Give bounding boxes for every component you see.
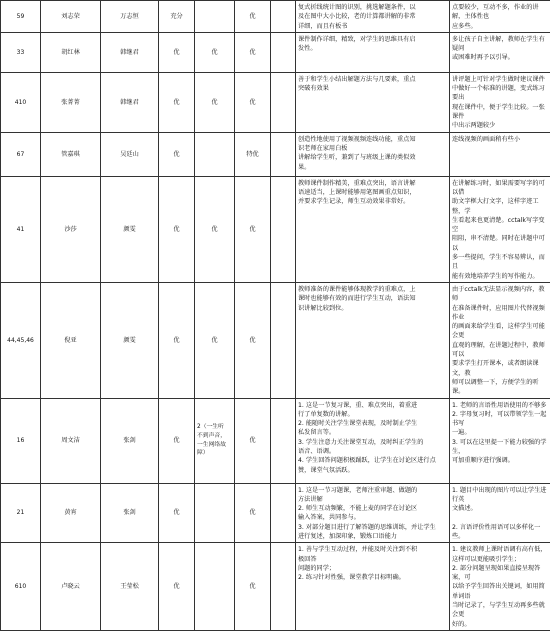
rating-cell: 优 bbox=[235, 398, 271, 483]
rating-cell bbox=[271, 483, 296, 543]
rating-cell bbox=[271, 72, 296, 132]
rating-cell: 优 bbox=[159, 72, 195, 132]
evaluator-name: 倪亚 bbox=[41, 282, 101, 398]
rating-cell: 优 bbox=[235, 282, 271, 398]
suggestion-cell: 点要较少，互动不多，作业的讲解，主体性也 应多些。 bbox=[450, 1, 550, 33]
rating-cell: 优 bbox=[235, 543, 271, 631]
table-row bbox=[1, 132, 550, 176]
table-row bbox=[1, 1, 550, 33]
rating-cell: 优 bbox=[195, 72, 235, 132]
lesson-number: 59 bbox=[1, 1, 41, 33]
lesson-number: 21 bbox=[1, 483, 41, 543]
teacher-name: 张剑 bbox=[101, 398, 159, 483]
teacher-name: 韩继君 bbox=[101, 32, 159, 72]
evaluator-name: 胡红林 bbox=[41, 32, 101, 72]
rating-cell bbox=[271, 398, 296, 483]
lesson-number: 410 bbox=[1, 72, 41, 132]
teacher-name: 王莹松 bbox=[101, 543, 159, 631]
rating-cell: 优 bbox=[159, 483, 195, 543]
rating-cell: 优 bbox=[235, 483, 271, 543]
rating-cell bbox=[271, 132, 296, 176]
comment-cell: 教师课件制作精美，重难点突出，语言讲解 语速适当，上课时能够用笔图画重点知识， 并要求学生记录，师生互动效果非常好。 bbox=[296, 176, 450, 282]
lesson-number: 610 bbox=[1, 543, 41, 631]
evaluator-name: 卢晓云 bbox=[41, 543, 101, 631]
suggestion-cell: 1. 建议教师上课时语调有高有低， 这样可以更能吸引学生； 2. 部分问题呈现如果直接呈现答案，可 以给予学生回答出关键词，如用简单词语 当时记录了，与学生互动再多些就会更 好的。 bbox=[450, 543, 550, 631]
rating-cell: 优 bbox=[159, 176, 195, 282]
suggestion-cell: 在讲解练习时，如果需要写字的可以借 助文字框大打文字，这样字迹工整，学 生看起来也更清楚。cctalk写字变空 阻阻，串不清楚。同时在讲题中可以 多一些提问，学生不容易辨认，而且 能有效地培养学生的写作能力。 bbox=[450, 176, 550, 282]
rating-cell bbox=[195, 543, 235, 631]
suggestion-cell: 讲评题上可针对学生做时建议课件 中做好一个标准的讲题，变式练习要出 现在课件中，便于学生比较。一张课件 中出示两题较少 bbox=[450, 72, 550, 132]
rating-cell: 优 bbox=[159, 282, 195, 398]
evaluator-name: 张菁菁 bbox=[41, 72, 101, 132]
rating-cell: 优 bbox=[195, 176, 235, 282]
rating-cell: 特优 bbox=[235, 132, 271, 176]
rating-cell bbox=[195, 1, 235, 33]
rating-cell bbox=[271, 543, 296, 631]
rating-cell: 2（一生听 不到声音， 一生网络故 障） bbox=[195, 398, 235, 483]
evaluator-name: 管嘉琪 bbox=[41, 132, 101, 176]
rating-cell: 充分 bbox=[159, 1, 195, 33]
comment-cell: 创造性地使用了视频视频连线功能，重点知 识老师在家用白板 讲解给学生听，兼到了与班级上课的类似效 果。 bbox=[296, 132, 450, 176]
teacher-name: 韩继君 bbox=[101, 72, 159, 132]
rating-cell: 优 bbox=[235, 32, 271, 72]
rating-cell bbox=[271, 32, 296, 72]
lesson-number: 67 bbox=[1, 132, 41, 176]
table-row bbox=[1, 72, 550, 132]
rating-cell bbox=[195, 483, 235, 543]
table-row bbox=[1, 176, 550, 282]
suggestion-cell: 连线视频的画面稍有些小 bbox=[450, 132, 550, 176]
lesson-number: 41 bbox=[1, 176, 41, 282]
rating-cell bbox=[195, 132, 235, 176]
comment-cell: 1. 这是一节复习课，重、难点突出，着重进 行了单复数的讲解。 2. 能随时关注学生课堂表现，及时制止学生 私发留言等。 3. 学生注意力关注课堂互动，及时纠正学生的 语音、语调。 4. 学生回答问题积极踊跃，让学生在讨论区进行点 赞，课堂气氛活跃。 bbox=[296, 398, 450, 483]
suggestion-cell: 多让孩子自主讲解，教师在学生有疑问 或困难时再予以引导。 bbox=[450, 32, 550, 72]
table-row bbox=[1, 32, 550, 72]
suggestion-cell: 由于cctalk无法显示视频内容，教师 在准备课件时，应用图片代替视频作业 的画面来给学生看，这样学生可能会更 直观的理解，在讲题过程中，教师可以 要求学生打开课本，或者朗读课文，教 师可以调整一下，方便学生的听课。 bbox=[450, 282, 550, 398]
comment-cell: 善于和学生小结出解题方法与几要素，重点 突破有效果 bbox=[296, 72, 450, 132]
lesson-number: 33 bbox=[1, 32, 41, 72]
evaluator-name: 黄宵 bbox=[41, 483, 101, 543]
comment-cell: 复式折线统计图的识别，挑选解题条件，以 及在图中大小比较，老的计算都讲解的非常 详细，而且有板书 bbox=[296, 1, 450, 33]
teacher-name: 张剑 bbox=[101, 483, 159, 543]
comment-cell: 教师准备的课件能够体现教学的重难点，上 课时也能够有效的而进行学生互动，语法知 识讲解比较到位。 bbox=[296, 282, 450, 398]
evaluator-name: 沙莎 bbox=[41, 176, 101, 282]
lesson-number: 44,45,46 bbox=[1, 282, 41, 398]
table-row bbox=[1, 483, 550, 543]
rating-cell: 优 bbox=[159, 32, 195, 72]
teacher-name: 吴廷山 bbox=[101, 132, 159, 176]
rating-cell: 优 bbox=[159, 543, 195, 631]
lesson-number: 16 bbox=[1, 398, 41, 483]
rating-cell: 优 bbox=[159, 398, 195, 483]
comment-cell: 1. 善与学生互动过程，并能及时关注到不积 极回答 问题的同学； 2. 练习针对性强，课堂教学目标明确。 bbox=[296, 543, 450, 631]
suggestion-cell: 1. 老师的言语性用语使用的不够多 2. 字母复习时，可以带领学生一起书写 一遍。 3. 可以在这里提一下能力较强的学生， 可加重顺序进行强调。 bbox=[450, 398, 550, 483]
comment-cell: 1. 这是一节习题课，老师注重审题、做题的 方法讲解 2. 师生互动频繁，不能上麦的同学在讨论区 输入答案，共同参与。 3. 对部分题目进行了解答题的思维训练，并让学生 进行复述，加深印象，锻炼口语能力 bbox=[296, 483, 450, 543]
evaluator-name: 周文洁 bbox=[41, 398, 101, 483]
rating-cell: 优 bbox=[195, 282, 235, 398]
table-row bbox=[1, 398, 550, 483]
table-row bbox=[1, 282, 550, 398]
evaluator-name: 刘志荣 bbox=[41, 1, 101, 33]
rating-cell bbox=[271, 176, 296, 282]
table-row bbox=[1, 543, 550, 631]
rating-cell: 优 bbox=[159, 132, 195, 176]
teacher-name: 万志恒 bbox=[101, 1, 159, 33]
rating-cell bbox=[271, 1, 296, 33]
rating-cell bbox=[271, 282, 296, 398]
teacher-name: 颜雯 bbox=[101, 176, 159, 282]
teacher-name: 颜雯 bbox=[101, 282, 159, 398]
suggestion-cell: 1. 题目中出现的图片可以让学生进行英 文描述。 2. 言语评价性用语可以多样化一些。 bbox=[450, 483, 550, 543]
comment-cell: 课件制作详细，精致，对学生的思维具有启 发性。 bbox=[296, 32, 450, 72]
rating-cell: 优 bbox=[235, 72, 271, 132]
rating-cell: 优 bbox=[235, 176, 271, 282]
rating-cell: 优 bbox=[235, 1, 271, 33]
rating-cell: 优 bbox=[195, 32, 235, 72]
